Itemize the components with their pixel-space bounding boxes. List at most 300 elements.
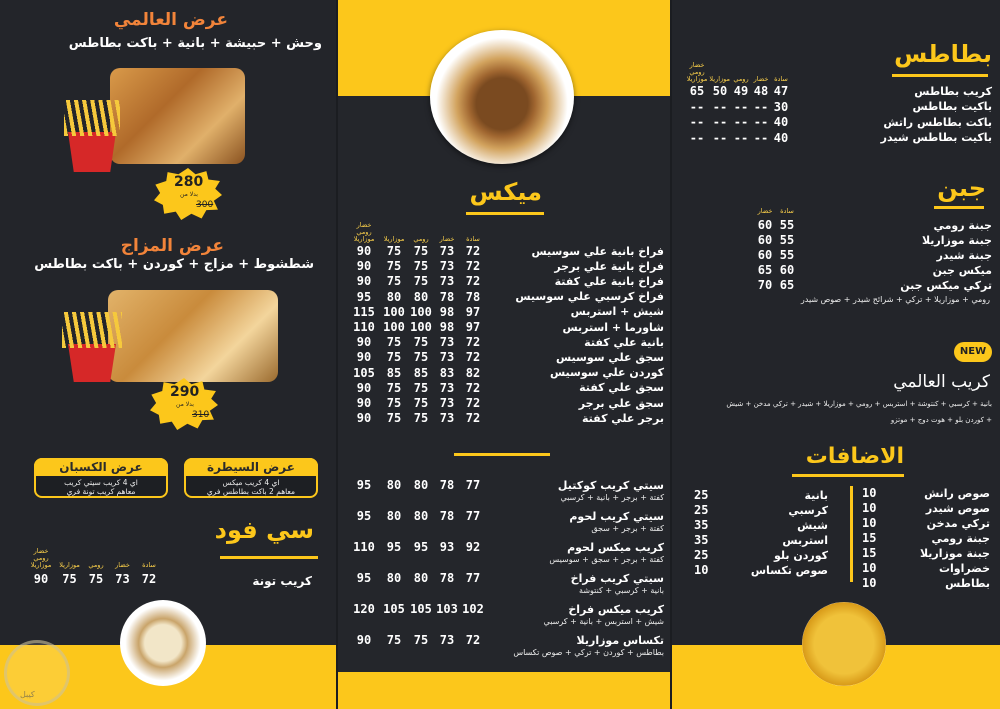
- title-underline: [934, 206, 984, 209]
- item-name: تكساس موزاريلا: [576, 633, 664, 647]
- price: 97: [465, 304, 481, 319]
- potato-title: بطاطس: [894, 40, 992, 68]
- price: --: [712, 130, 728, 145]
- price: --: [689, 115, 705, 129]
- col-header: خضار رومي موزاريلا: [30, 547, 52, 569]
- price: 72: [465, 411, 481, 426]
- price: 93: [439, 540, 455, 554]
- price: 85: [413, 365, 429, 380]
- price: 72: [465, 244, 481, 258]
- offer1-price: 280: [174, 174, 204, 190]
- offer2-desc: شطشوط + مزاج + كوردن + باكت بطاطس: [34, 257, 314, 272]
- fries-cup-icon: [68, 344, 116, 382]
- price: 105: [353, 365, 375, 380]
- price: 75: [386, 396, 402, 410]
- menu-row: [350, 411, 664, 425]
- watermark-text: كيبل: [20, 690, 35, 699]
- item-sub: بطاطس + كوردن + تركي + صوص تكساس: [513, 648, 664, 657]
- menu-row: [756, 218, 992, 232]
- price: --: [753, 99, 769, 114]
- price: 15: [862, 546, 877, 560]
- price: --: [753, 130, 769, 145]
- col-header: رومي: [88, 561, 104, 569]
- price: 105: [383, 602, 405, 616]
- price: 75: [386, 259, 402, 274]
- price-group: [350, 571, 484, 585]
- menu-row: [686, 84, 992, 98]
- price: 60: [779, 263, 795, 277]
- price: 10: [862, 501, 877, 515]
- price: 10: [694, 563, 709, 577]
- col-header: موزاريلا: [59, 561, 80, 569]
- price: 77: [465, 478, 481, 492]
- price: 75: [413, 380, 429, 395]
- price-group: [350, 540, 484, 554]
- col-header: موزاريلا: [709, 75, 730, 83]
- price: 75: [386, 274, 402, 289]
- price: 102: [462, 602, 484, 616]
- price: 72: [465, 350, 481, 365]
- price: 40: [773, 130, 789, 145]
- offer-box-line: اي 4 كريب ميكس: [222, 478, 280, 487]
- price: --: [712, 99, 728, 114]
- price: 73: [439, 244, 455, 258]
- seafood-title: سي فود: [214, 516, 314, 544]
- item-name: جبنة موزاريلا: [921, 233, 992, 247]
- menu-row: [350, 320, 664, 334]
- item-name: كريب ميكس فراخ: [568, 602, 664, 616]
- price: --: [733, 130, 749, 145]
- item-name: فراخ بانية علي برجر: [554, 259, 664, 273]
- item-name: فراخ بانية علي سوسيس: [531, 244, 664, 258]
- menu-row: [350, 540, 664, 554]
- price: 72: [465, 633, 481, 647]
- price: 95: [386, 540, 402, 554]
- item-sub: كفتة + برجر + بانية + كرسبي: [560, 493, 664, 502]
- offer-box-line: اي 4 كريب سيتي كريب: [64, 478, 138, 487]
- offer-box-winner: [34, 458, 168, 498]
- price: 49: [733, 84, 749, 98]
- offer-box-title: عرض السيطرة: [184, 458, 318, 476]
- price: 60: [757, 233, 773, 247]
- left-panel: [0, 0, 336, 709]
- price: 77: [465, 509, 481, 523]
- footer-band: [338, 672, 670, 709]
- price-group: [686, 84, 790, 98]
- item-name: باكيت بطاطس: [912, 100, 992, 113]
- price: 75: [386, 411, 402, 426]
- price: 90: [356, 633, 372, 647]
- price: 65: [779, 278, 795, 292]
- seafood-item: كريب تونة: [252, 574, 312, 588]
- price-group: [350, 366, 484, 380]
- item-name: كريب بطاطس: [914, 84, 992, 98]
- price: 25: [694, 503, 709, 517]
- item-name: بانية: [804, 488, 828, 502]
- price: 73: [439, 350, 455, 365]
- menu-row: [350, 602, 664, 616]
- cheese-sub: رومي + موزاريلا + تركي + شرائح شيدر + صوص شيدر: [800, 295, 990, 304]
- extra-row: [694, 548, 828, 562]
- price: 75: [386, 244, 402, 258]
- offer1-was-label: بدلا من: [180, 191, 198, 198]
- crepe-plate-image: [430, 30, 574, 164]
- price-group: [756, 233, 796, 247]
- price: --: [712, 115, 728, 129]
- offer2-price: 290: [170, 384, 200, 400]
- price: 75: [62, 572, 77, 586]
- price-group: [350, 290, 484, 304]
- price: 10: [862, 516, 877, 530]
- price: 75: [413, 259, 429, 274]
- price: 80: [413, 509, 429, 523]
- menu-row: [350, 381, 664, 395]
- price: 25: [694, 488, 709, 502]
- title-underline: [220, 556, 318, 559]
- price: 73: [439, 335, 455, 350]
- price: 72: [465, 396, 481, 410]
- mix-headers: [350, 222, 484, 243]
- menu-row: [686, 100, 992, 114]
- right-panel: [672, 0, 1000, 709]
- menu-row: [350, 571, 664, 585]
- extra-row: [694, 503, 828, 517]
- price: 75: [413, 396, 429, 410]
- price: 78: [439, 571, 455, 585]
- price: 92: [465, 540, 481, 554]
- extra-row: [862, 576, 990, 590]
- menu-row: [756, 248, 992, 262]
- price: 95: [356, 289, 372, 304]
- price-group: [756, 278, 796, 292]
- col-header: رومي: [413, 235, 429, 243]
- price: 35: [694, 533, 709, 547]
- price: 120: [353, 602, 375, 616]
- item-name: استربس: [782, 533, 828, 547]
- price: 80: [413, 478, 429, 492]
- price: 73: [439, 380, 455, 395]
- price: 78: [465, 289, 481, 304]
- price: 90: [356, 380, 372, 395]
- item-sub: بانية + كرسبي + كنتوشة: [579, 586, 664, 595]
- item-name: كوردن علي سوسيس: [549, 366, 664, 380]
- menu-row: [756, 263, 992, 277]
- price: 100: [410, 304, 432, 319]
- menu-row: [350, 350, 664, 364]
- price: 30: [773, 99, 789, 114]
- item-name: صوص رانش: [924, 486, 990, 500]
- price: 100: [383, 304, 405, 319]
- item-sub: شيش + استربس + بانية + كرسبي: [543, 617, 664, 626]
- menu-row: [350, 244, 664, 258]
- price: 75: [386, 380, 402, 395]
- col-header: خضار: [757, 207, 773, 215]
- price: 80: [413, 289, 429, 304]
- price-group: [350, 396, 484, 410]
- item-name: سيتي كريب كوكتيل: [557, 478, 664, 492]
- price: 70: [757, 278, 773, 292]
- col-header: سادة: [780, 207, 794, 215]
- price: 77: [465, 571, 481, 585]
- crepe-image: [108, 290, 278, 382]
- col-header: موزاريلا: [383, 235, 405, 243]
- offer-box-title: عرض الكسبان: [34, 458, 168, 476]
- price: 90: [356, 396, 372, 410]
- cheese-title: جبن: [937, 174, 986, 202]
- offer-box-control: [184, 458, 318, 498]
- price-group: [686, 100, 790, 114]
- price: --: [733, 115, 749, 129]
- price: 80: [386, 478, 402, 492]
- extra-row: [694, 563, 828, 577]
- price: 65: [757, 263, 773, 277]
- price: 65: [689, 84, 705, 98]
- extra-row: [862, 561, 990, 575]
- menu-row: [350, 290, 664, 304]
- price-group: [350, 509, 484, 523]
- fries-plate-image: [802, 602, 886, 686]
- price: 75: [413, 274, 429, 289]
- item-name: كرسبي: [788, 503, 828, 517]
- menu-row: [756, 278, 992, 292]
- price: 110: [353, 540, 375, 554]
- item-name: سجق علي سوسيس: [555, 350, 664, 364]
- price-group: [350, 350, 484, 364]
- price: 115: [353, 304, 375, 319]
- offer2-was-label: بدلا من: [176, 401, 194, 408]
- price: --: [733, 99, 749, 114]
- price: 83: [439, 365, 455, 380]
- section-divider: [454, 453, 550, 456]
- price: 50: [712, 84, 728, 98]
- item-name: فراخ بانية علي كفتة: [554, 274, 664, 288]
- extra-row: [862, 486, 990, 500]
- price: 15: [862, 531, 877, 545]
- item-name: شيش + استربس: [570, 305, 664, 319]
- title-underline: [792, 474, 904, 477]
- col-header: خضار: [439, 235, 455, 243]
- price: 60: [757, 218, 773, 232]
- price: 73: [439, 411, 455, 426]
- alaml-line1: بانية + كرسبي + كنتوشة + استربس + رومي + موزاريلا + شيدر + تركي مدخن + شيش: [726, 400, 992, 408]
- price: 35: [694, 518, 709, 532]
- price-group: [686, 115, 790, 129]
- offer-box-line: معاهم 2 باكت بطاطس فري: [206, 487, 296, 496]
- extras-title: الاضافات: [805, 444, 904, 469]
- price: 95: [356, 509, 372, 523]
- price: --: [753, 115, 769, 129]
- item-name: بانية علي كفتة: [584, 335, 664, 349]
- price: 97: [465, 320, 481, 334]
- price-group: [350, 259, 484, 273]
- price-group: [350, 602, 484, 616]
- item-name: جبنة رومي: [933, 218, 992, 232]
- price: 80: [386, 509, 402, 523]
- price: 75: [88, 572, 104, 586]
- menu-row: [686, 115, 992, 129]
- item-name: صوص تكساس: [750, 563, 828, 577]
- price: 98: [439, 320, 455, 334]
- price: 73: [439, 396, 455, 410]
- price: 78: [439, 478, 455, 492]
- price: 73: [439, 274, 455, 289]
- price: 72: [465, 274, 481, 289]
- price: 90: [356, 259, 372, 274]
- price-group: [350, 244, 484, 258]
- col-header: خضار رومي موزاريلا: [686, 61, 708, 83]
- item-name: شيش: [797, 518, 828, 532]
- item-name: شاورما + استربس: [562, 320, 664, 334]
- menu-row: [686, 131, 992, 145]
- item-name: باكيت بطاطس شيدر: [880, 131, 992, 144]
- item-name: خضراوات: [938, 561, 990, 575]
- price: 72: [465, 259, 481, 274]
- price: 90: [356, 274, 372, 289]
- price: 72: [465, 380, 481, 395]
- new-badge: NEW: [954, 342, 992, 362]
- price-group: [350, 381, 484, 395]
- price: 105: [410, 602, 432, 616]
- price-group: [350, 335, 484, 349]
- price: 40: [773, 115, 789, 129]
- price: --: [689, 130, 705, 145]
- col-header: خضار: [753, 75, 769, 83]
- title-underline: [466, 212, 544, 215]
- price: 60: [757, 248, 773, 262]
- item-name: كريب ميكس لحوم: [567, 540, 664, 554]
- crepe-image: [110, 68, 245, 164]
- price: 90: [356, 335, 372, 350]
- fries-icon: [62, 312, 122, 348]
- item-name: جبنة شيدر: [936, 248, 992, 262]
- price: 75: [413, 411, 429, 426]
- title-underline: [892, 74, 988, 77]
- col-header: خضار: [115, 561, 130, 569]
- price: 90: [33, 572, 49, 586]
- price: 80: [386, 571, 402, 585]
- extra-row: [862, 501, 990, 515]
- price: 73: [115, 572, 130, 586]
- price: 100: [383, 320, 405, 334]
- extra-row: [694, 533, 828, 547]
- alaml-title: كريب العالمي: [893, 372, 990, 392]
- fries-cup-icon: [68, 132, 116, 172]
- column-divider: [850, 486, 853, 582]
- item-sub: كفتة + برجر + سجق: [591, 524, 664, 533]
- price: 73: [439, 259, 455, 274]
- extra-row: [862, 531, 990, 545]
- menu-row: [756, 233, 992, 247]
- price: 10: [862, 486, 877, 500]
- price: 10: [862, 576, 877, 590]
- price: 80: [413, 571, 429, 585]
- price: 75: [413, 244, 429, 258]
- price: 85: [386, 365, 402, 380]
- price-group: [350, 633, 484, 647]
- item-name: بطاطس: [945, 576, 990, 590]
- price-group: [350, 274, 484, 288]
- price: 75: [413, 350, 429, 365]
- menu-row: [350, 478, 664, 492]
- item-name: باكت بطاطس راتش: [883, 115, 992, 129]
- price: 100: [410, 320, 432, 334]
- price: 103: [436, 602, 458, 616]
- col-header: سادة: [774, 75, 788, 83]
- offer-box-line: معاهم كريب تونة فري: [66, 487, 136, 496]
- item-sub: كفتة + برجر + سجق + سوسيس: [549, 555, 664, 564]
- item-name: جبنة موزاريلا: [919, 546, 990, 560]
- price: 75: [413, 335, 429, 350]
- price: 78: [439, 509, 455, 523]
- price: 47: [773, 84, 789, 98]
- item-name: كوردن بلو: [773, 548, 828, 562]
- price: 10: [862, 561, 877, 575]
- menu-row: [350, 396, 664, 410]
- price: 78: [439, 289, 455, 304]
- price-group: [756, 218, 796, 232]
- offer1-was: 300: [196, 200, 214, 210]
- menu-row: [350, 274, 664, 288]
- price: 90: [356, 350, 372, 365]
- fries-icon: [64, 100, 120, 136]
- seafood-prices: [28, 572, 160, 586]
- offer2-title: عرض المزاج: [120, 236, 224, 256]
- price: 73: [439, 633, 455, 647]
- cheese-headers: [756, 208, 796, 215]
- item-name: فراخ كرسبي علي سوسيس: [515, 290, 664, 304]
- watermark-logo: [4, 640, 70, 706]
- col-header: رومي: [733, 75, 749, 83]
- price: 80: [386, 289, 402, 304]
- price: 110: [353, 320, 375, 334]
- item-name: سجق علي كفتة: [579, 381, 664, 395]
- price: 90: [356, 411, 372, 426]
- potato-headers: [686, 62, 790, 83]
- menu-row: [350, 259, 664, 273]
- col-header: سادة: [466, 235, 480, 243]
- extra-row: [862, 546, 990, 560]
- price-group: [756, 248, 796, 262]
- price: 82: [465, 365, 481, 380]
- price: 25: [694, 548, 709, 562]
- offer1-desc: وحش + حبيشة + بانية + باكت بطاطس: [68, 36, 322, 51]
- price: 55: [779, 233, 795, 247]
- mix-title: ميكس: [469, 178, 542, 206]
- price: 75: [386, 335, 402, 350]
- price: 48: [753, 84, 769, 98]
- extra-row: [694, 488, 828, 502]
- item-name: جبنة رومي: [931, 531, 990, 545]
- price: --: [689, 99, 705, 114]
- item-name: سيتي كريب لحوم: [569, 509, 664, 523]
- menu-row: [350, 509, 664, 523]
- tuna-crepe-image: [120, 600, 206, 686]
- menu-row: [350, 305, 664, 319]
- item-name: ميكس جبن: [932, 263, 992, 277]
- item-name: صوص شيدر: [925, 501, 990, 515]
- offer1-title: عرض العالمي: [113, 10, 228, 30]
- price-group: [350, 411, 484, 425]
- price: 72: [141, 572, 157, 586]
- price: 95: [356, 571, 372, 585]
- col-header: سادة: [142, 561, 156, 569]
- extra-row: [862, 516, 990, 530]
- menu-row: [350, 335, 664, 349]
- price: 98: [439, 304, 455, 319]
- price: 75: [386, 633, 402, 647]
- extra-row: [694, 518, 828, 532]
- price: 75: [413, 633, 429, 647]
